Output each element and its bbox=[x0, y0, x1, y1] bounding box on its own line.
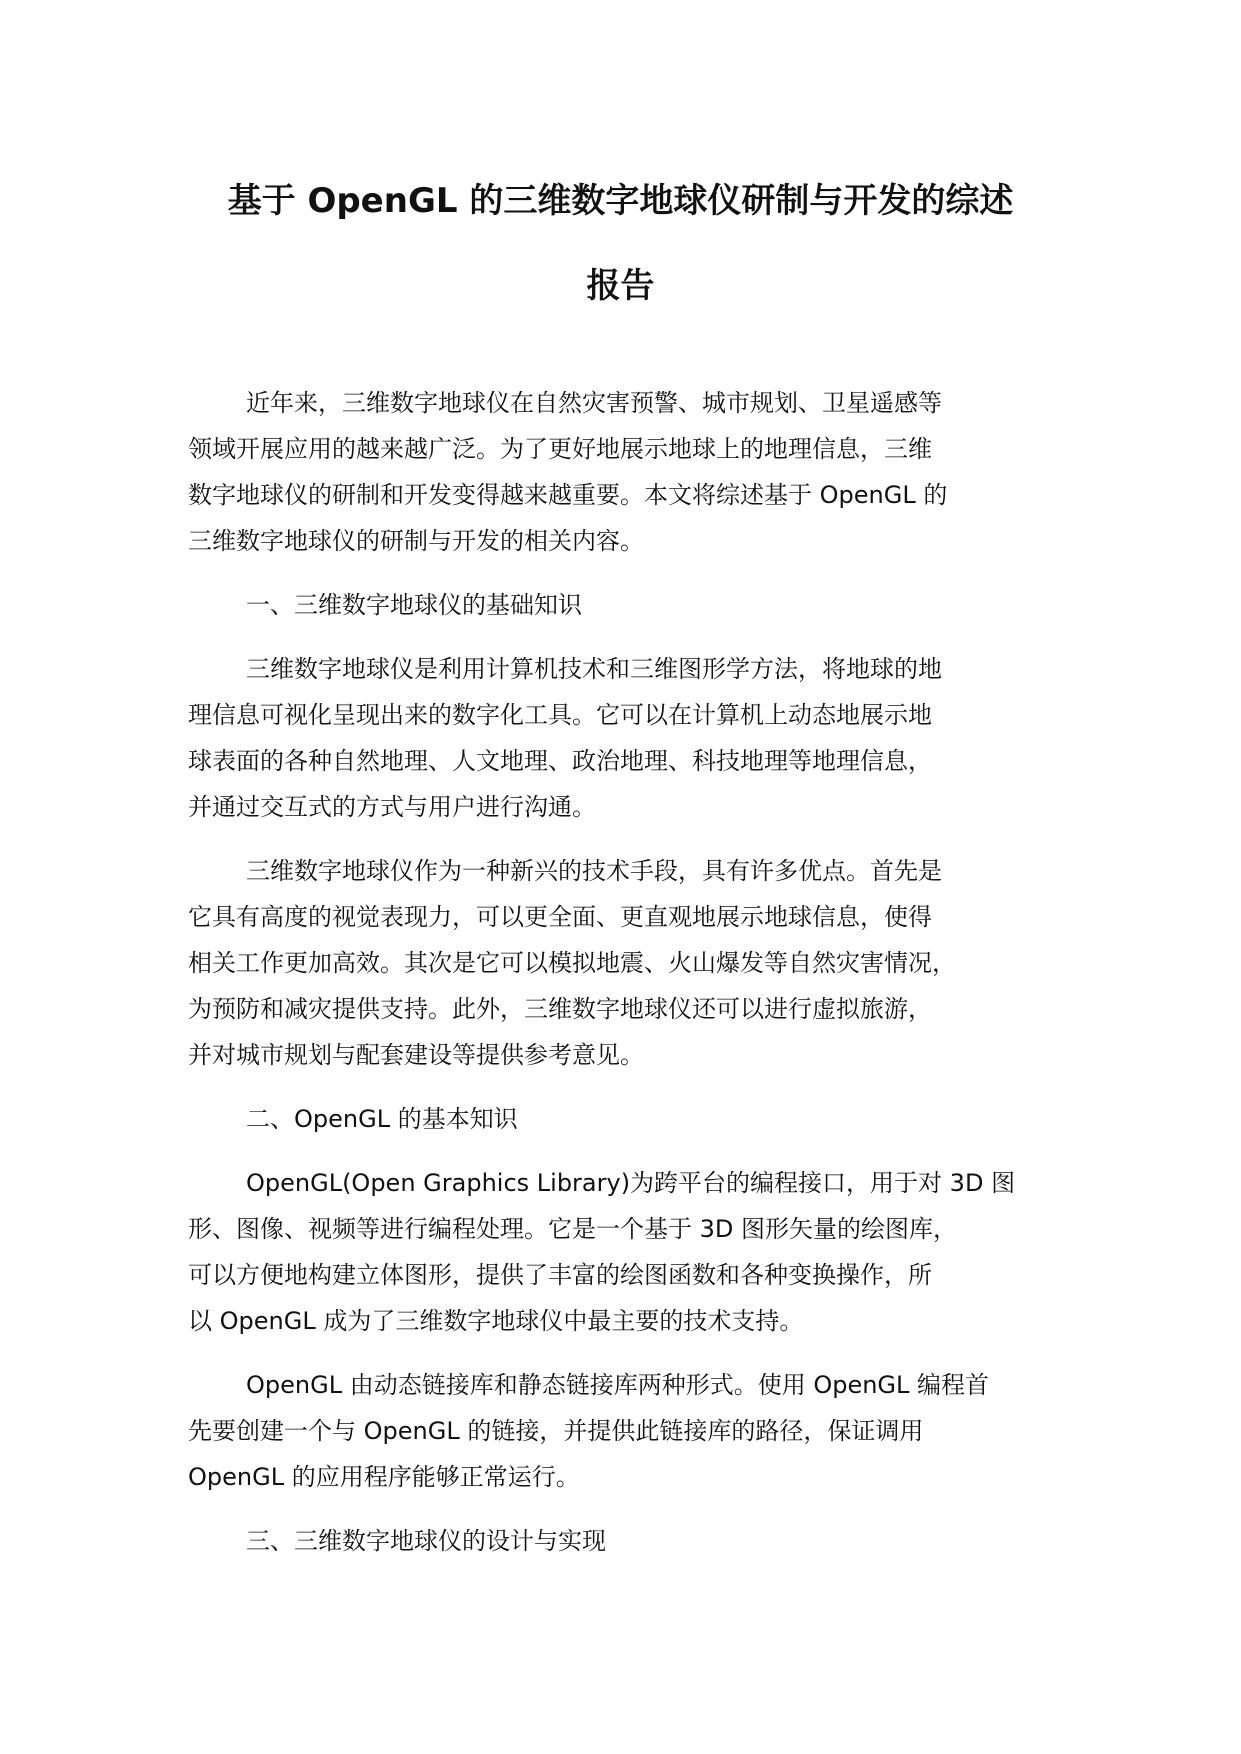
document-title-line-1: 基于 OpenGL 的三维数字地球仪研制与开发的综述 bbox=[227, 181, 1014, 221]
section-heading-3: 三、三维数字地球仪的设计与实现 bbox=[246, 1527, 606, 1555]
text-line: 领域开展应用的越来越广泛。为了更好地展示地球上的地理信息，三维 bbox=[188, 435, 932, 463]
text-line: 以 OpenGL 成为了三维数字地球仪中最主要的技术支持。 bbox=[188, 1307, 804, 1335]
paragraph-globe-basics bbox=[188, 646, 1088, 830]
text-line: 三维数字地球仪是利用计算机技术和三维图形学方法，将地球的地 bbox=[246, 655, 942, 683]
paragraph-opengl-libraries bbox=[188, 1362, 1088, 1500]
text-line: 近年来，三维数字地球仪在自然灾害预警、城市规划、卫星遥感等 bbox=[246, 389, 942, 417]
text-line: 球表面的各种自然地理、人文地理、政治地理、科技地理等地理信息， bbox=[188, 747, 932, 775]
text-line: OpenGL 的应用程序能够正常运行。 bbox=[188, 1463, 580, 1491]
paragraph-intro bbox=[188, 380, 1088, 564]
document-title-line-2: 报告 bbox=[586, 266, 655, 306]
text-line: 并通过交互式的方式与用户进行沟通。 bbox=[188, 793, 596, 821]
text-line: OpenGL(Open Graphics Library)为跨平台的编程接口，用于对 3D 图 bbox=[246, 1169, 1016, 1197]
document-body bbox=[188, 380, 1088, 1582]
text-line: OpenGL 由动态链接库和静态链接库两种形式。使用 OpenGL 编程首 bbox=[246, 1371, 990, 1399]
text-line: 为预防和减灾提供支持。此外，三维数字地球仪还可以进行虚拟旅游， bbox=[188, 995, 932, 1023]
text-line: 先要创建一个与 OpenGL 的链接，并提供此链接库的路径，保证调用 bbox=[188, 1417, 924, 1445]
paragraph-globe-advantages bbox=[188, 848, 1088, 1078]
text-line: 三维数字地球仪作为一种新兴的技术手段，具有许多优点。首先是 bbox=[246, 857, 942, 885]
section-heading-1: 一、三维数字地球仪的基础知识 bbox=[246, 591, 582, 619]
text-line: 三维数字地球仪的研制与开发的相关内容。 bbox=[188, 527, 644, 555]
paragraph-opengl-intro bbox=[188, 1160, 1088, 1344]
text-line: 并对城市规划与配套建设等提供参考意见。 bbox=[188, 1041, 644, 1069]
text-line: 理信息可视化呈现出来的数字化工具。它可以在计算机上动态地展示地 bbox=[188, 701, 932, 729]
text-line: 可以方便地构建立体图形，提供了丰富的绘图函数和各种变换操作，所 bbox=[188, 1261, 932, 1289]
text-line: 相关工作更加高效。其次是它可以模拟地震、火山爆发等自然灾害情况， bbox=[188, 949, 956, 977]
text-line: 它具有高度的视觉表现力，可以更全面、更直观地展示地球信息，使得 bbox=[188, 903, 932, 931]
text-line: 数字地球仪的研制和开发变得越来越重要。本文将综述基于 OpenGL 的 bbox=[188, 481, 948, 509]
text-line: 形、图像、视频等进行编程处理。它是一个基于 3D 图形矢量的绘图库， bbox=[188, 1215, 958, 1243]
section-heading-2: 二、OpenGL 的基本知识 bbox=[246, 1105, 518, 1133]
